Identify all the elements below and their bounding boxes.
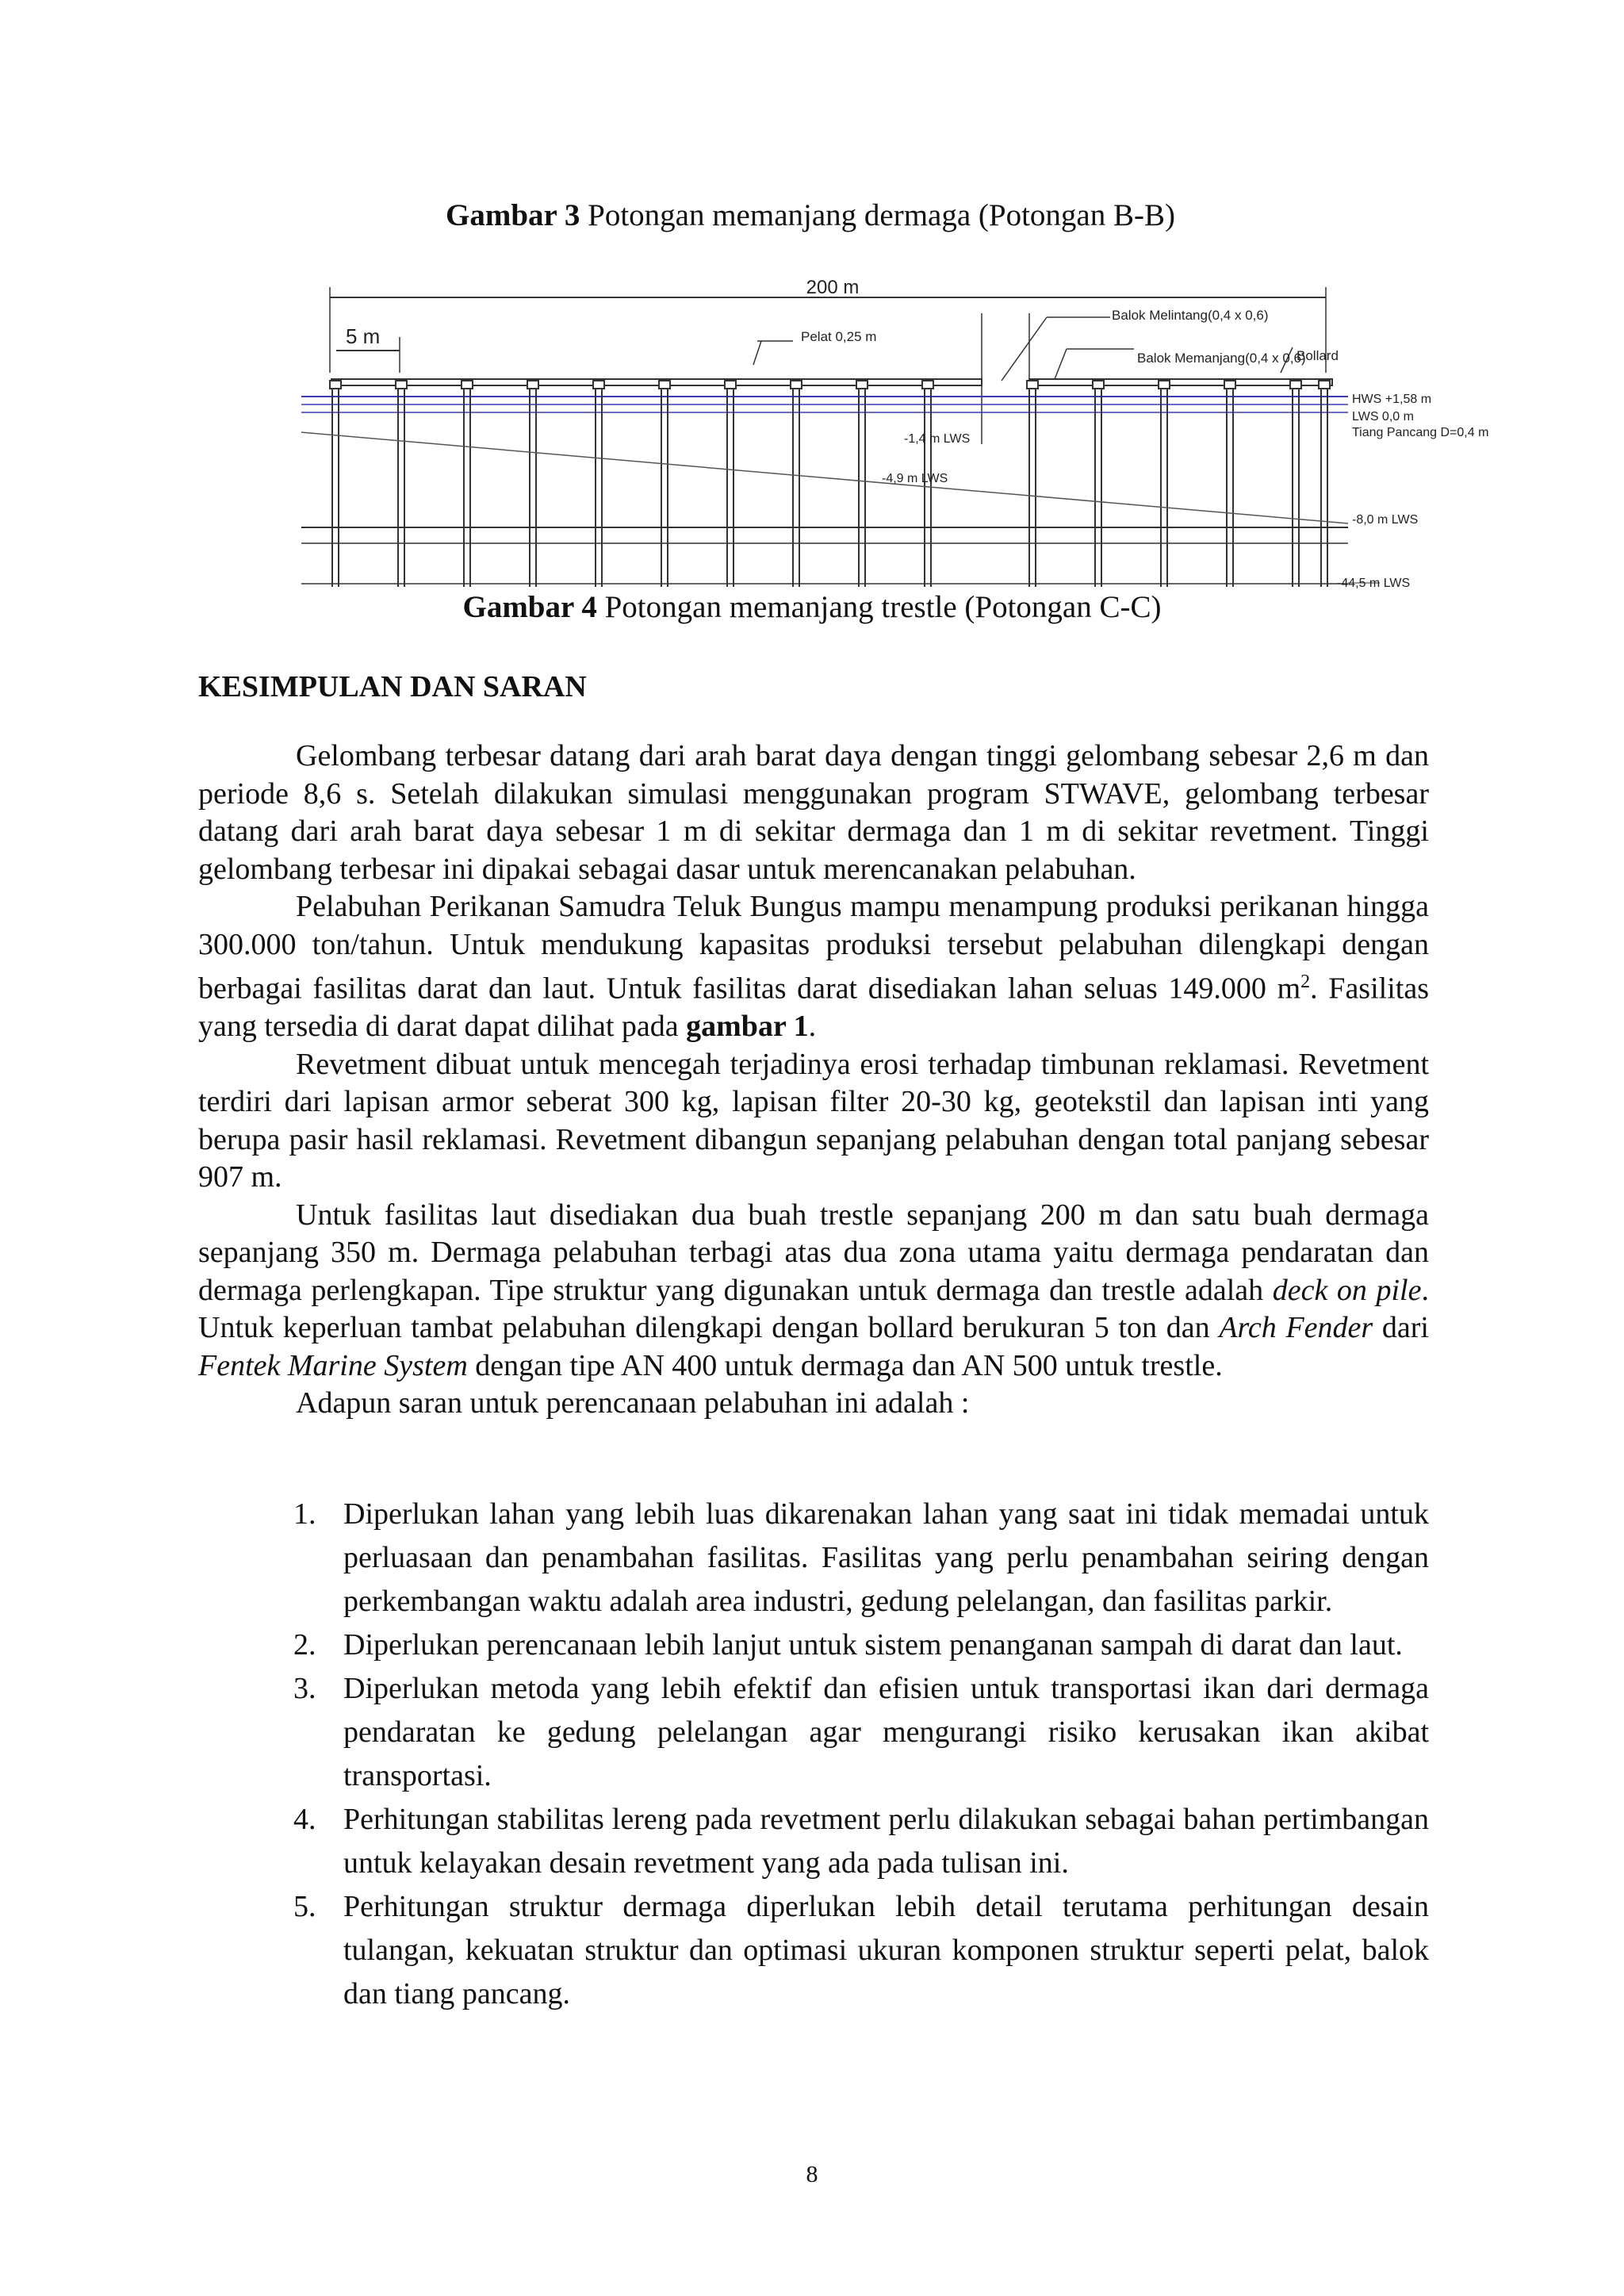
pile-cap <box>1027 381 1038 389</box>
pile-cap <box>791 381 802 389</box>
paragraph-5: Adapun saran untuk perencanaan pelabuhan ini adalah : <box>296 1386 970 1420</box>
long-beam-label: Balok Memanjang(0,4 x 0,6) <box>1137 351 1306 366</box>
list-item <box>198 1623 1429 1667</box>
paragraph-2 <box>198 888 1429 1046</box>
pile-cap <box>1319 381 1330 389</box>
pile-cap <box>725 381 736 389</box>
figure-4-label: Gambar 4 <box>462 590 597 624</box>
list-text: Perhitungan stabilitas lereng pada revetment perlu dilakukan sebagai bahan pertimbangan untuk kelayakan desain revetment yang ada pada tulisan ini. <box>343 1803 1429 1880</box>
figure-3-text: Potongan memanjang dermaga (Potongan B-B) <box>588 198 1175 232</box>
depth-2-label: -4,9 m LWS <box>882 472 948 485</box>
list-number: 4. <box>293 1803 316 1836</box>
pile-cap <box>330 381 341 389</box>
figure-4-caption <box>0 588 1624 627</box>
depth-4-label: -44,5 m LWS <box>1337 577 1411 590</box>
figure-reference: gambar 1 <box>686 1010 809 1044</box>
page-number: 8 <box>806 2161 818 2187</box>
plate-label: Pelat 0,25 m <box>801 329 877 344</box>
lws-label: LWS 0,0 m <box>1352 410 1414 424</box>
spacing-label: 5 m <box>346 324 381 348</box>
pile-cap <box>856 381 868 389</box>
pile-cap <box>527 381 538 389</box>
paragraph-2-text-b: . Fasilitas yang tersedia di darat dapat dilihat pada <box>198 972 1429 1044</box>
suggestion-list <box>198 1493 1429 2016</box>
list-text: Diperlukan lahan yang lebih luas dikarenakan lahan yang saat ini tidak memadai untuk perluasaan dan penambahan fasilitas. Fasilitas yang perlu penambahan seiring dengan perkembangan waktu adalah area industri, gedung pelelangan, dan fasilitas parkir. <box>343 1497 1429 1618</box>
pile-cap <box>1159 381 1170 389</box>
pile-label: Tiang Pancang D=0,4 m <box>1352 426 1489 439</box>
pile-cap <box>1224 381 1235 389</box>
paragraph-1: Gelombang terbesar datang dari arah barat daya dengan tinggi gelombang sebesar 2,6 m dan periode 8,6 s. Setelah dilakukan simulasi menggunakan program STWAVE, gelombang terbesar datang dari arah barat daya sebesar 1 m di sekitar dermaga dan 1 m di sekitar revetment. Tinggi gelombang terbesar ini dipakai sebagai dasar untuk merencanakan pelabuhan. <box>198 739 1429 886</box>
superscript: 2 <box>1300 972 1311 992</box>
trestle-section-diagram <box>301 262 1515 595</box>
depth-3-label: -8,0 m LWS <box>1352 513 1419 527</box>
pile-cap <box>1093 381 1104 389</box>
figure-4-text: Potongan memanjang trestle (Potongan C-C) <box>604 590 1162 624</box>
body-text <box>198 738 1429 1423</box>
depth-1-label: -1,4 m LWS <box>904 432 971 446</box>
list-item <box>198 1798 1429 1885</box>
list-text: Diperlukan perencanaan lebih lanjut untuk sistem penanganan sampah di darat dan laut. <box>343 1628 1403 1662</box>
figure-3-caption <box>0 197 1622 235</box>
paragraph-3: Revetment dibuat untuk mencegah terjadinya erosi terhadap timbunan reklamasi. Revetment terdiri dari lapisan armor seberat 300 kg, lapisan filter 20-30 kg, geotekstil dan lapisan inti yang berupa pasir hasil reklamasi. Revetment dibangun sepanjang pelabuhan dengan total panjang sebesar 907 m. <box>198 1047 1429 1194</box>
paragraph-4 <box>198 1197 1429 1386</box>
term-italic-2: Arch Fender <box>1219 1311 1373 1345</box>
pile-cap <box>922 381 933 389</box>
list-number: 1. <box>293 1497 316 1531</box>
paragraph-4-text-d: dengan tipe AN 400 untuk dermaga dan AN 500 untuk trestle. <box>467 1348 1223 1382</box>
pile-cap <box>462 381 473 389</box>
section-heading: KESIMPULAN DAN SARAN <box>198 670 587 703</box>
pile-cap <box>659 381 670 389</box>
figure-3-label: Gambar 3 <box>446 198 580 232</box>
list-text: Diperlukan metoda yang lebih efektif dan efisien untuk transportasi ikan dari dermaga pendaratan ke gedung pelelangan agar mengurangi risiko kerusakan ikan akibat transportasi. <box>343 1672 1429 1792</box>
hws-label: HWS +1,58 m <box>1352 393 1432 406</box>
list-number: 2. <box>293 1628 316 1662</box>
list-item <box>198 1493 1429 1623</box>
paragraph-4-text-b: . Untuk keperluan tambat pelabuhan dilengkapi dengan bollard berukuran 5 ton dan <box>198 1273 1429 1345</box>
bollard-label: Bollard <box>1297 348 1339 363</box>
list-item <box>198 1885 1429 2016</box>
term-italic-1: deck on pile <box>1272 1273 1422 1307</box>
pile-cap <box>396 381 407 389</box>
list-item <box>198 1667 1429 1798</box>
paragraph-2-text: Pelabuhan Perikanan Samudra Teluk Bungus mampu menampung produksi perikanan hingga 300.000 ton/tahun. Untuk mendukung kapasitas produksi tersebut pelabuhan dilengkapi dengan berbagai fasilitas darat dan laut. Untuk fasilitas darat disediakan lahan seluas 149.000 m <box>198 890 1429 1006</box>
paragraph-2-end: . <box>808 1010 817 1044</box>
pile-cap <box>1290 381 1301 389</box>
term-italic-3: Fentek Marine System <box>198 1348 468 1382</box>
length-label: 200 m <box>806 277 860 298</box>
paragraph-4-text-a: Untuk fasilitas laut disediakan dua buah trestle sepanjang 200 m dan satu buah dermaga sepanjang 350 m. Dermaga pelabuhan terbagi atas dua zona utama yaitu dermaga pendaratan dan dermaga perlengkapan. Tipe struktur yang digunakan untuk dermaga dan trestle adalah <box>198 1198 1429 1307</box>
list-text: Perhitungan struktur dermaga diperlukan lebih detail terutama perhitungan desain tulangan, kekuatan struktur dan optimasi ukuran komponen struktur seperti pelat, balok dan tiang pancang. <box>343 1890 1429 2010</box>
cross-beam-label: Balok Melintang(0,4 x 0,6) <box>1112 308 1269 323</box>
list-number: 3. <box>293 1672 316 1705</box>
paragraph-4-text-c: dari <box>1373 1311 1429 1345</box>
pile-cap <box>593 381 604 389</box>
piles <box>332 385 1327 587</box>
list-number: 5. <box>293 1890 316 1923</box>
